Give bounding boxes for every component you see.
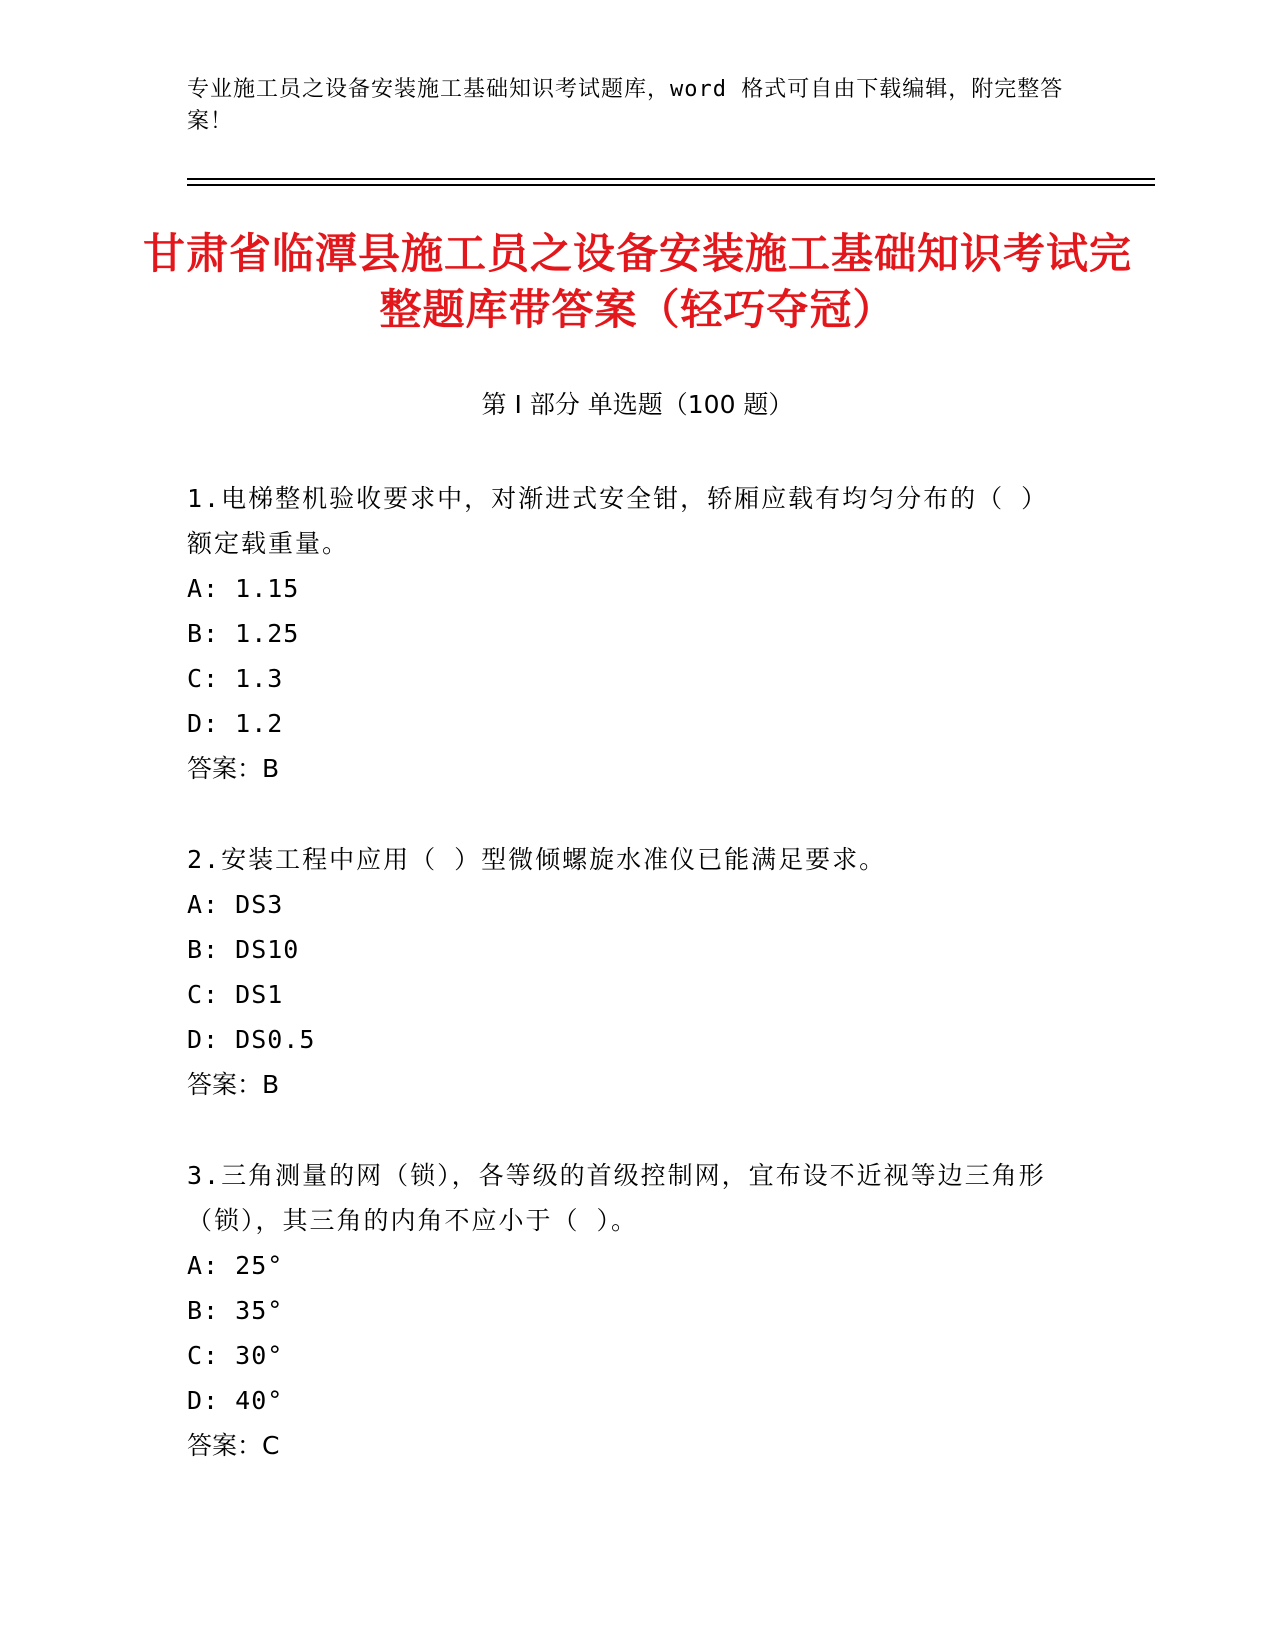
option-c: C: 1.3: [187, 664, 284, 693]
answer-line: 答案：C: [187, 1431, 280, 1460]
option-b: B: 1.25: [187, 619, 300, 648]
option-d: D: 1.2: [187, 709, 284, 738]
option-a: A: 1.15: [187, 574, 300, 603]
answer-line: 答案：B: [187, 1070, 280, 1099]
answer-line: 答案：B: [187, 754, 280, 783]
option-d: D: DS0.5: [187, 1025, 316, 1054]
question-stem: 3.三角测量的网（锁），各等级的首级控制网，宜布设不近视等边三角形（锁），其三角的内角不应小于（ ）。: [187, 1161, 1046, 1235]
document-title: 甘肃省临潭县施工员之设备安装施工基础知识考试完整题库带答案（轻巧夺冠）: [142, 229, 1132, 334]
question-3: [187, 1153, 1067, 1468]
question-list: [187, 476, 1067, 1514]
question-stem: 2.安装工程中应用（ ）型微倾螺旋水准仪已能满足要求。: [187, 845, 887, 874]
section-title: 第 I 部分 单选题（100 题）: [481, 390, 794, 419]
option-b: B: 35°: [187, 1296, 284, 1325]
option-d: D: 40°: [187, 1386, 284, 1415]
option-c: C: 30°: [187, 1341, 284, 1370]
option-c: C: DS1: [187, 980, 284, 1009]
option-b: B: DS10: [187, 935, 300, 964]
question-1: [187, 476, 1067, 791]
header-divider-bottom: [187, 184, 1155, 186]
question-2: [187, 837, 1067, 1107]
option-a: A: DS3: [187, 890, 284, 919]
question-stem: 1.电梯整机验收要求中，对渐进式安全钳，轿厢应载有均匀分布的（ ）额定载重量。: [187, 484, 1049, 558]
option-a: A: 25°: [187, 1251, 284, 1280]
header-divider-top: [187, 178, 1155, 180]
header-note: 专业施工员之设备安装施工基础知识考试题库，word 格式可自由下载编辑，附完整答案！: [187, 77, 1064, 134]
